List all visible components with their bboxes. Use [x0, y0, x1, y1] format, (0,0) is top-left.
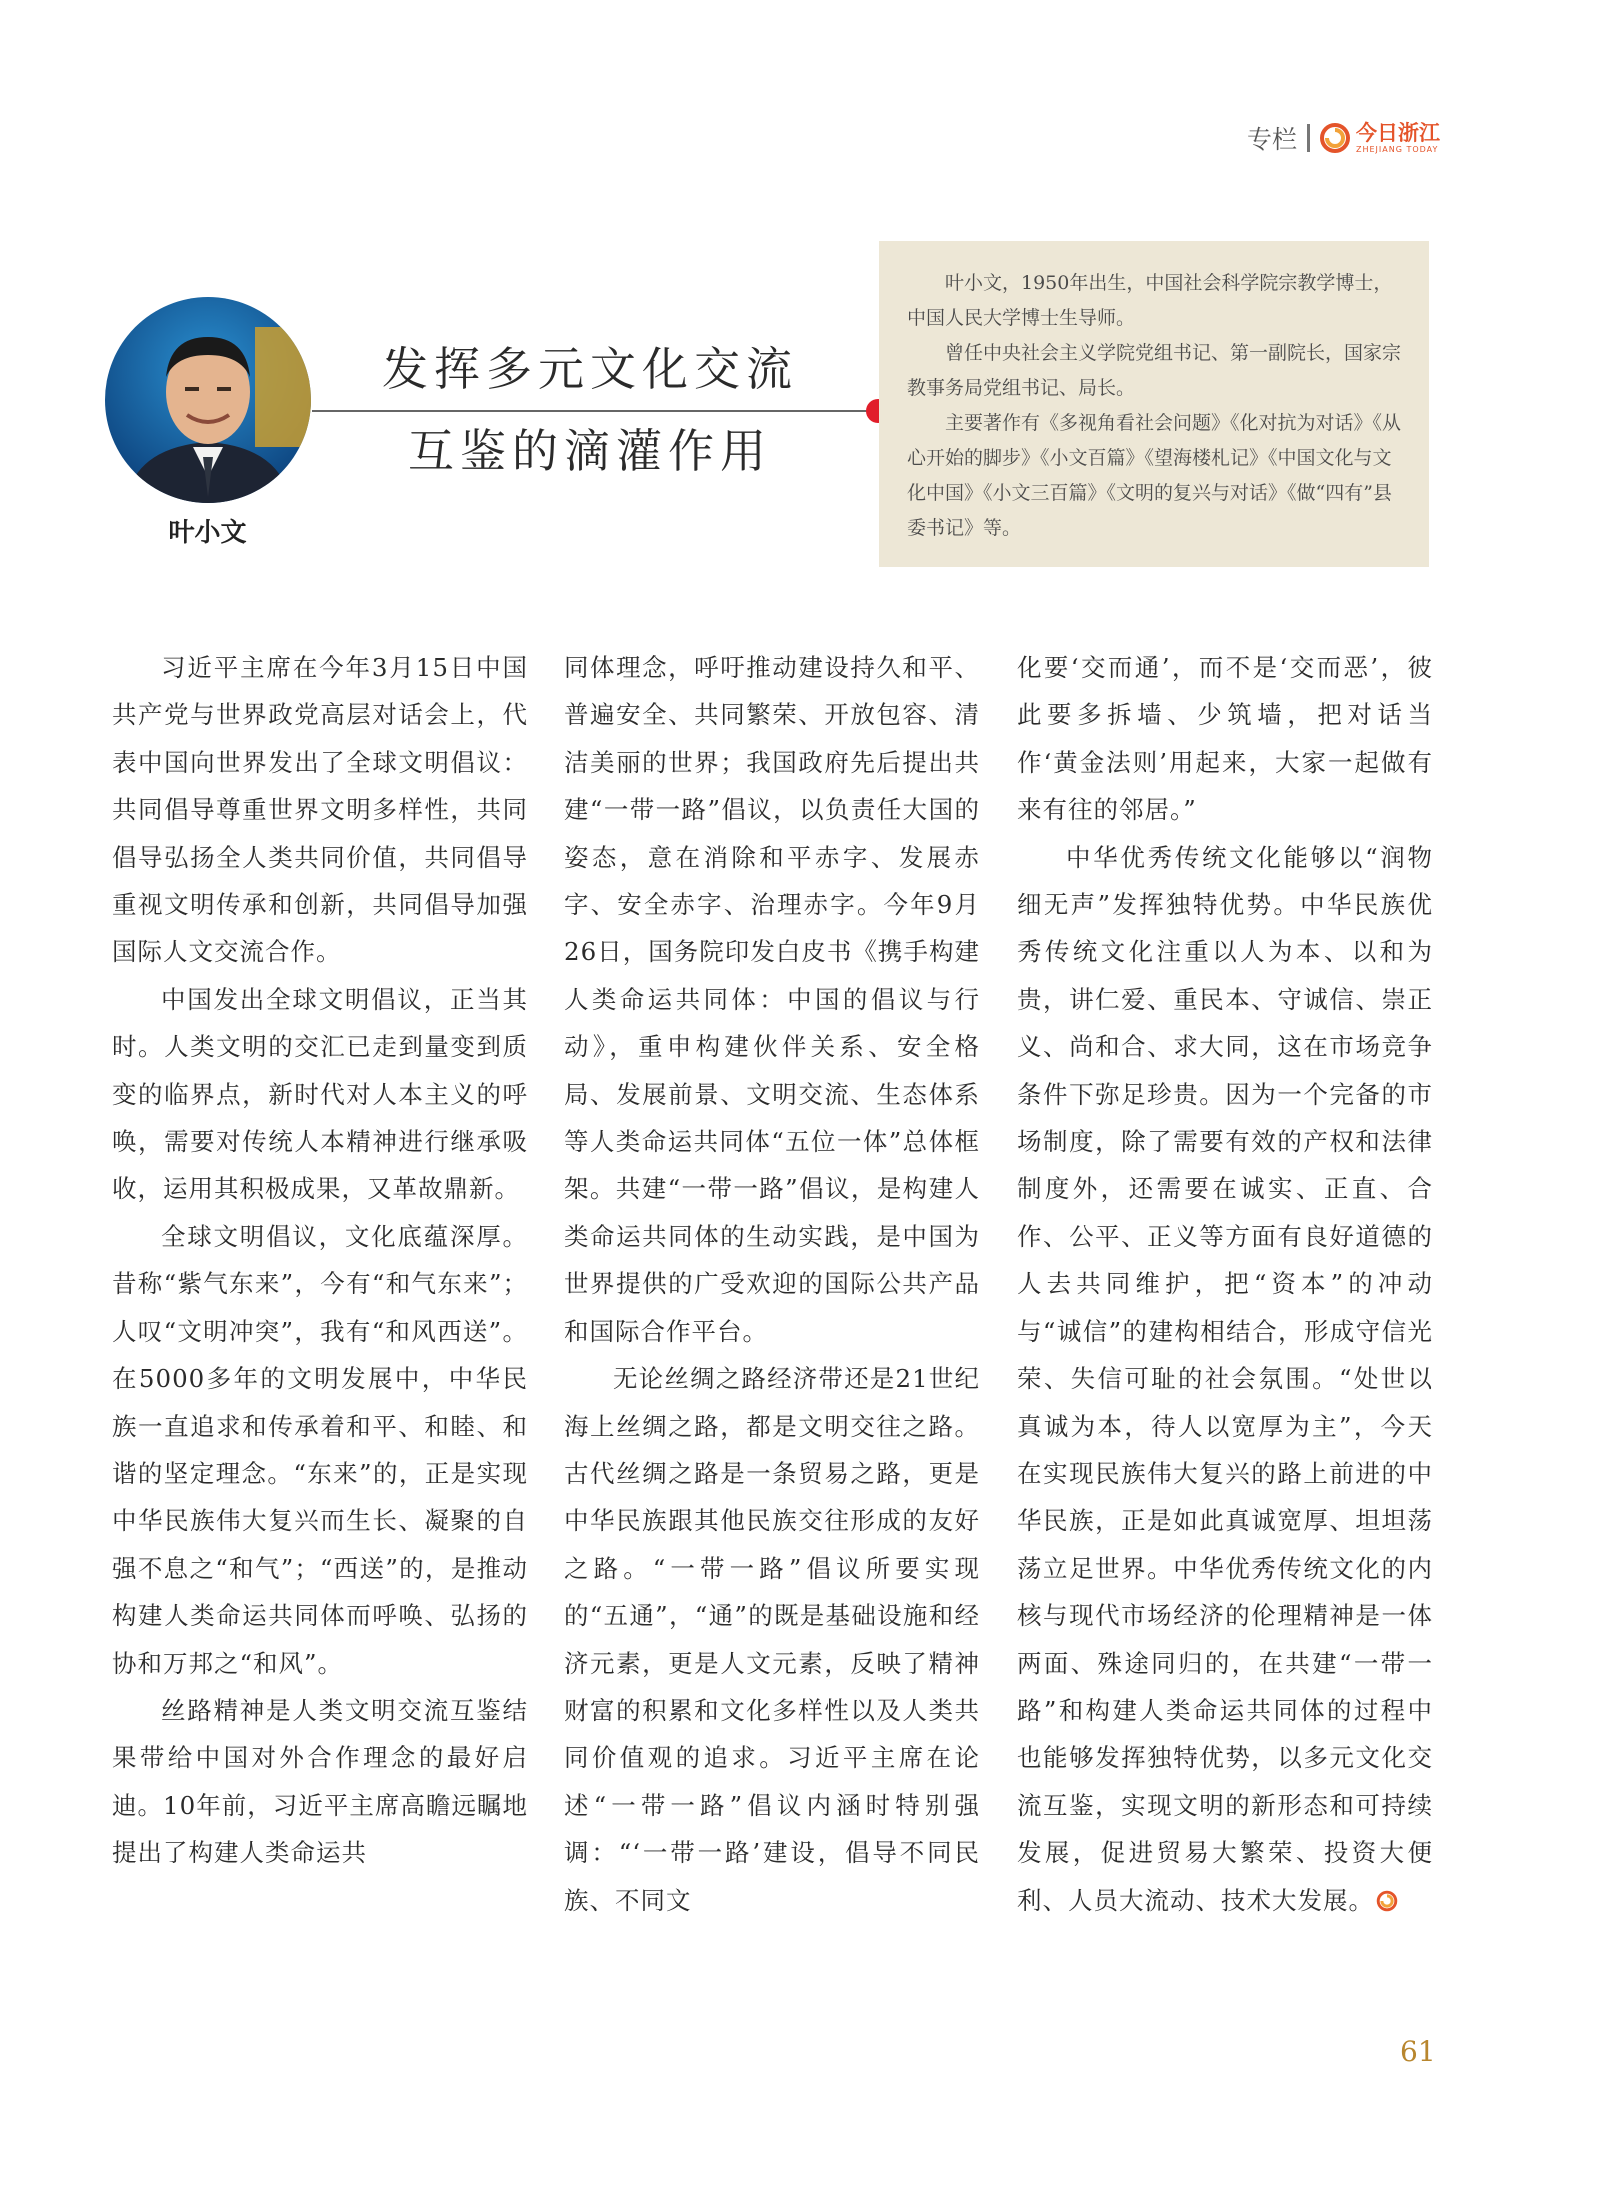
page-number: 61	[1400, 2035, 1436, 2068]
body-paragraph: 习近平主席在今年3月15日中国共产党与世界政党高层对话会上，代表中国向世界发出了全球文明倡议：共同倡导尊重世界文明多样性，共同倡导弘扬全人类共同价值，共同倡导重视文明传承和创新，共同倡导加强国际人文交流合作。	[112, 653, 528, 967]
body-paragraph: 化要‘交而通’，而不是‘交而恶’，彼此要多拆墙、少筑墙，把对话当作‘黄金法则’用起来，大家一起做有来有往的邻居。”	[1017, 653, 1433, 825]
body-paragraph: 同体理念，呼吁推动建设持久和平、普遍安全、共同繁荣、开放包容、清洁美丽的世界；我国政府先后提出共建“一带一路”倡议，以负责任大国的姿态，意在消除和平赤字、发展赤字、安全赤字、治理赤字。今年9月26日，国务院印发白皮书《携手构建人类命运共同体：中国的倡议与行动》，重申构建伙伴关系、安全格局、发展前景、文明交流、生态体系等人类命运共同体“五位一体”总体框架。共建“一带一路”倡议，是构建人类命运共同体的生动实践，是中国为世界提供的广受欢迎的国际公共产品和国际合作平台。	[564, 653, 980, 1346]
author-bio-box	[879, 241, 1429, 567]
body-paragraph-text: 中华优秀传统文化能够以“润物细无声”发挥独特优势。中华民族优秀传统文化注重以人为本、以和为贵，讲仁爱、重民本、守诚信、崇正义、尚和合、求大同，这在市场竞争条件下弥足珍贵。因为一个完备的市场制度，除了需要有效的产权和法律制度外，还需要在诚实、正直、合作、公平、正义等方面有良好道德的人去共同维护，把“资本”的冲动与“诚信”的建构相结合，形成守信光荣、失信可耻的社会氛围。“处世以真诚为本，待人以宽厚为主”，今天在实现民族伟大复兴的路上前进的中华民族，正是如此真诚宽厚、坦坦荡荡立足世界。中华优秀传统文化的内核与现代市场经济的伦理精神是一体两面、殊途同归的，在共建“一带一路”和构建人类命运共同体的过程中也能够发挥独特优势，以多元文化交流互鉴，实现文明的新形态和可持续发展，促进贸易大繁荣、投资大便利、人员大流动、技术大发展。	[1017, 842, 1433, 1915]
article-title-line1: 发挥多元文化交流	[382, 342, 798, 396]
page-header	[1247, 120, 1440, 156]
title-rule	[312, 410, 872, 412]
swirl-logo-icon	[1376, 1890, 1398, 1912]
bio-paragraph: 主要著作有《多视角看社会问题》《化对抗为对话》《从心开始的脚步》《小文百篇》《望海楼札记》《中国文化与文化中国》《小文三百篇》《文明的复兴与对话》《做“四有”县委书记》等。	[907, 412, 1402, 539]
column-label: 专栏	[1246, 125, 1297, 154]
logo-title: 今日浙江	[1356, 120, 1440, 145]
body-paragraph: 无论丝绸之路经济带还是21世纪海上丝绸之路，都是文明交往之路。古代丝绸之路是一条贸易之路，更是中华民族跟其他民族交往形成的友好之路。“一带一路”倡议所要实现的“五通”，“通”的既是基础设施和经济元素，更是人文元素，反映了精神财富的积累和文化多样性以及人类共同价值观的追求。习近平主席在论述“一带一路”倡议内涵时特别强调：“‘一带一路’建设，倡导不同民族、不同文	[564, 1364, 980, 1915]
bio-paragraph: 叶小文，1950年出生，中国社会科学院宗教学博士，中国人民大学博士生导师。	[907, 272, 1393, 329]
header-divider	[1307, 124, 1310, 152]
author-name: 叶小文	[168, 518, 247, 548]
body-paragraph-last	[1017, 834, 1433, 1924]
swirl-logo-icon	[1320, 123, 1350, 153]
portrait-photo	[105, 297, 311, 503]
article-title-line2: 互鉴的滴灌作用	[408, 424, 772, 478]
bio-paragraph: 曾任中央社会主义学院党组书记、第一副院长，国家宗教事务局党组书记、局长。	[907, 342, 1402, 399]
logo-subtitle: ZHEJIANG TODAY	[1356, 144, 1439, 154]
magazine-logo	[1320, 120, 1440, 154]
text-column-3	[1017, 644, 1433, 1924]
body-paragraph: 中国发出全球文明倡议，正当其时。人类文明的交汇已走到量变到质变的临界点，新时代对人本主义的呼唤，需要对传统人本精神进行继承吸收，运用其积极成果，又革故鼎新。	[112, 984, 528, 1204]
body-paragraph: 丝路精神是人类文明交流互鉴结果带给中国对外合作理念的最好启迪。10年前，习近平主席高瞻远瞩地提出了构建人类命运共	[112, 1695, 528, 1868]
body-paragraph: 全球文明倡议，文化底蕴深厚。昔称“紫气东来”，今有“和气东来”；人叹“文明冲突”，我有“和风西送”。在5000多年的文明发展中，中华民族一直追求和传承着和平、和睦、和谐的坚定理念。“东来”的，正是实现中华民族伟大复兴而生长、凝聚的自强不息之“和气”；“西送”的，是推动构建人类命运共同体而呼唤、弘扬的协和万邦之“和风”。	[112, 1221, 528, 1678]
text-column-1	[112, 644, 528, 1877]
author-portrait	[105, 297, 311, 503]
text-column-2	[564, 644, 980, 1924]
